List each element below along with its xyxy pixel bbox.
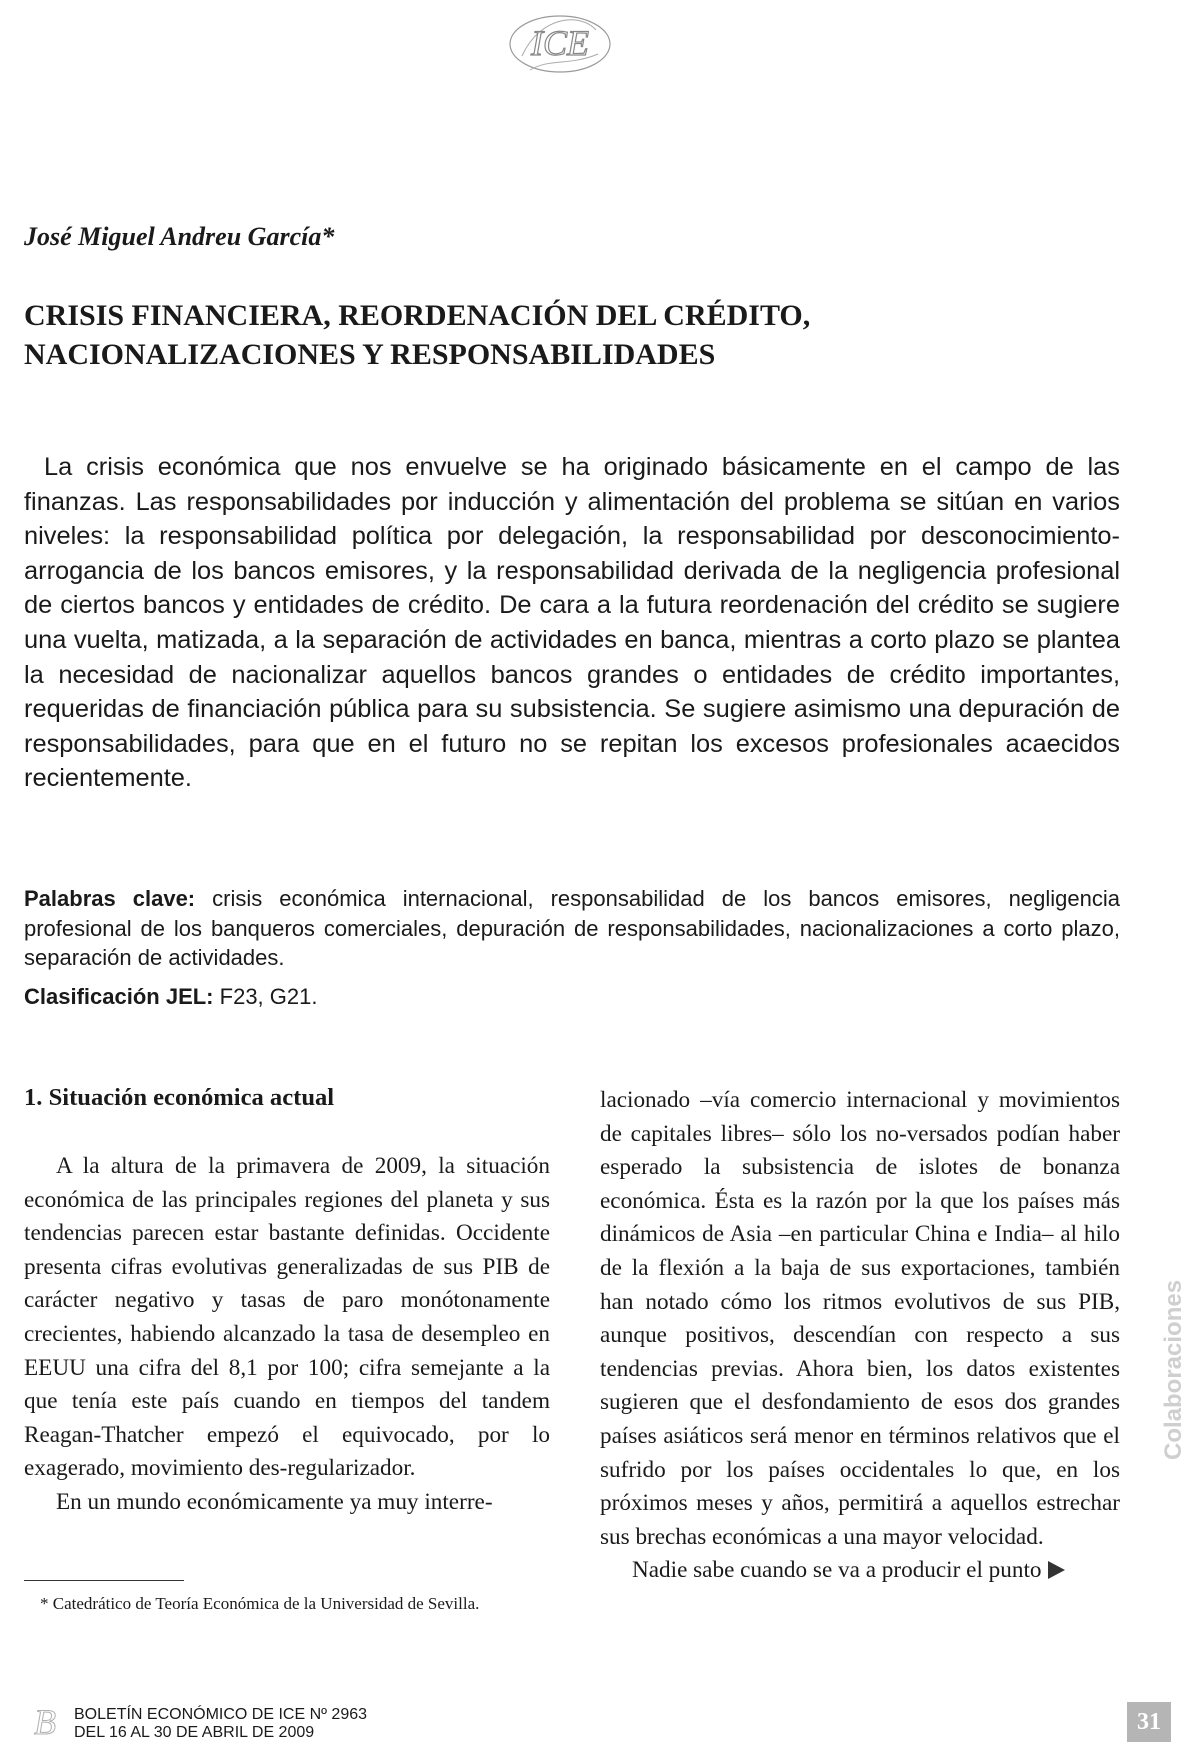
footnote: * Catedrático de Teoría Económica de la Universidad de Sevilla. [40, 1594, 480, 1613]
paragraph: lacionado –vía comercio internacional y movimientos de capitales libres– sólo los no-versados podían haber esperado la subsistencia de islotes de bonanza económica. Ésta es la razón por la que los países más dinámicos de Asia –en particular China e India– al hilo de la flexión a la baja de sus exportaciones, también han notado cómo los ritmos evolutivos de sus PIB, aunque positivos, descendían con respecto a sus tendencias previas. Ahora bien, los datos existentes sugieren que el desfondamiento de esos dos grandes países asiáticos será menor en términos relativos que el sufrido por los países occidentales lo que, en los próximos meses y años, permitirá a aquellos estrechar sus brechas económicas a una mayor velocidad. [600, 1087, 1120, 1550]
jel-text: F23, G21. [219, 984, 318, 1009]
jel-classification [24, 982, 317, 1011]
article-title [24, 296, 1024, 374]
author-name: José Miguel Andreu García* [24, 222, 335, 251]
left-column [24, 1150, 550, 1520]
section-heading: 1. Situación económica actual [24, 1084, 335, 1111]
paragraph-text: Nadie sabe cuando se va a producir el punto [632, 1557, 1042, 1584]
keywords-text: crisis económica internacional, responsabilidad de los bancos emisores, negligencia profesional de los banqueros comerciales, depuración de responsabilidades, nacionalizaciones a corto plazo, separación de actividades. [24, 886, 1120, 970]
keywords [24, 884, 1120, 973]
keywords-label: Palabras clave: [24, 886, 196, 911]
logo-text: ICE [531, 23, 589, 63]
ice-logo [500, 8, 620, 80]
right-column [600, 1084, 1120, 1588]
publication-name: BOLETÍN ECONÓMICO DE ICE Nº 2963 [74, 1706, 368, 1723]
title-line-2: NACIONALIZACIONES Y RESPONSABILIDADES [24, 338, 716, 371]
paragraph-continues [600, 1554, 1120, 1588]
section-side-label: Colaboraciones [1160, 1279, 1187, 1460]
abstract: La crisis económica que nos envuelve se ha originado básicamente en el campo de las finanzas. Las responsabilidades por inducción y alimentación del problema se sitúan en varios niveles: la responsabilidad política por delegación, la responsabilidad por desconocimiento-arrogancia de los bancos emisores, y la responsabilidad derivada de la negligencia profesional de ciertos bancos y entidades de crédito. De cara a la futura reordenación del crédito se sugiere una vuelta, matizada, a la separación de actividades en banca, mientras a corto plazo se plantea la necesidad de nacionalizar aquellos bancos grandes o entidades de crédito importantes, requeridas de financiación pública para su subsistencia. Se sugiere asimismo una depuración de responsabilidades, para que en el futuro no se repitan los excesos profesionales acaecidos recientemente. [24, 453, 1120, 793]
boletin-logo-letter: B [34, 1702, 56, 1742]
jel-label: Clasificación JEL: [24, 984, 214, 1009]
boletin-logo [24, 1700, 66, 1742]
publication-date: DEL 16 AL 30 DE ABRIL DE 2009 [74, 1724, 315, 1741]
paragraph: En un mundo económicamente ya muy interre- [56, 1488, 493, 1515]
continue-arrow-icon [1048, 1561, 1065, 1579]
footnote-divider [24, 1580, 184, 1581]
paragraph: A la altura de la primavera de 2009, la situación económica de las principales regiones del planeta y sus tendencias parecen estar bastante definidas. Occidente presenta cifras evolutivas generalizadas de sus PIB de carácter negativo y tasas de paro monótonamente crecientes, habiendo alcanzado la tasa de desempleo en EEUU una cifra del 8,1 por 100; cifra semejante a la que tenía este país cuando en tiempos del tandem Reagan-Thatcher empezó el equivocado, por lo exagerado, movimiento des-regularizador. [24, 1153, 550, 1482]
publication-info [74, 1706, 367, 1742]
title-line-1: CRISIS FINANCIERA, REORDENACIÓN DEL CRÉDITO, [24, 299, 811, 332]
page-number: 31 [1127, 1702, 1171, 1742]
